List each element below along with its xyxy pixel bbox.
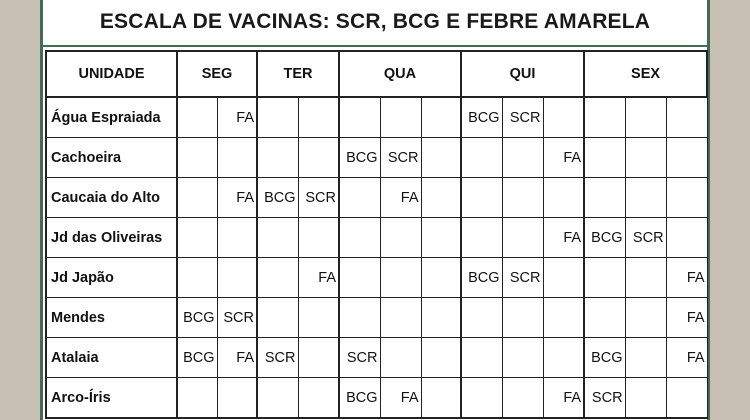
vaccine-cell: FA — [543, 378, 584, 419]
vaccine-cell: FA — [543, 138, 584, 178]
vaccine-cell — [502, 298, 543, 338]
table-row — [46, 178, 707, 218]
vaccine-cell: FA — [543, 218, 584, 258]
vaccine-cell: FA — [217, 338, 257, 378]
unit-name-cell: Mendes — [46, 298, 177, 338]
unit-name-cell: Jd das Oliveiras — [46, 218, 177, 258]
vaccine-cell — [543, 298, 584, 338]
vaccine-cell — [502, 178, 543, 218]
vaccine-cell — [461, 298, 502, 338]
vaccine-cell: FA — [380, 378, 421, 419]
vaccine-cell: FA — [666, 258, 707, 298]
vaccine-cell — [421, 258, 461, 298]
vaccine-cell — [543, 97, 584, 138]
page-title: ESCALA DE VACINAS: SCR, BCG E FEBRE AMARELA — [99, 10, 651, 33]
vaccine-cell — [625, 298, 666, 338]
vaccine-cell — [543, 338, 584, 378]
vaccine-cell — [177, 178, 217, 218]
vaccine-cell — [625, 97, 666, 138]
vaccine-cell — [502, 378, 543, 419]
vaccine-cell — [625, 378, 666, 419]
vaccine-cell — [625, 138, 666, 178]
header-day-qui: QUI — [461, 51, 584, 97]
vaccine-cell — [257, 298, 298, 338]
vaccine-cell — [298, 138, 339, 178]
vaccine-cell: BCG — [461, 258, 502, 298]
vaccine-cell — [543, 258, 584, 298]
vaccine-cell — [177, 138, 217, 178]
vaccine-cell: FA — [298, 258, 339, 298]
vaccine-cell — [502, 338, 543, 378]
vaccine-cell: BCG — [177, 338, 217, 378]
vaccine-cell — [666, 97, 707, 138]
vaccine-cell — [543, 178, 584, 218]
vaccine-cell — [339, 218, 380, 258]
vaccine-cell — [421, 178, 461, 218]
table-header-row — [46, 51, 707, 97]
vaccine-cell — [666, 178, 707, 218]
vaccine-cell — [666, 218, 707, 258]
vaccine-cell — [461, 178, 502, 218]
vaccine-cell: SCR — [502, 97, 543, 138]
vaccine-cell — [502, 138, 543, 178]
vaccine-cell — [257, 218, 298, 258]
vaccine-cell — [584, 178, 625, 218]
vaccine-cell: SCR — [257, 338, 298, 378]
table-row — [46, 378, 707, 419]
vaccine-cell — [625, 338, 666, 378]
vaccine-cell: FA — [217, 178, 257, 218]
vaccine-cell — [217, 218, 257, 258]
vaccine-cell — [461, 378, 502, 419]
header-day-seg: SEG — [177, 51, 257, 97]
vaccine-cell: FA — [666, 298, 707, 338]
table-row — [46, 298, 707, 338]
vaccine-cell — [666, 138, 707, 178]
vaccine-cell: SCR — [298, 178, 339, 218]
table-row — [46, 138, 707, 178]
unit-name-cell: Água Espraiada — [46, 97, 177, 138]
vaccine-cell — [584, 138, 625, 178]
vaccine-cell: SCR — [625, 218, 666, 258]
vaccine-cell — [339, 97, 380, 138]
vaccine-cell — [177, 218, 217, 258]
vaccine-cell: FA — [666, 338, 707, 378]
vaccine-cell — [584, 258, 625, 298]
vaccine-cell — [298, 97, 339, 138]
vaccine-cell — [217, 138, 257, 178]
table-body — [46, 97, 707, 418]
vaccine-cell: BCG — [461, 97, 502, 138]
vaccine-cell — [298, 218, 339, 258]
vaccine-cell — [461, 338, 502, 378]
vaccine-cell — [380, 338, 421, 378]
vaccine-cell — [502, 218, 543, 258]
vaccine-cell — [257, 97, 298, 138]
vaccine-cell: BCG — [177, 298, 217, 338]
vaccine-cell — [380, 218, 421, 258]
vaccine-cell — [584, 298, 625, 338]
unit-name-cell: Jd Japão — [46, 258, 177, 298]
vaccine-cell — [421, 138, 461, 178]
vaccine-cell — [666, 378, 707, 419]
vaccine-cell — [421, 338, 461, 378]
vaccine-cell — [584, 97, 625, 138]
vaccine-cell — [177, 378, 217, 419]
vaccine-cell — [257, 378, 298, 419]
vaccine-cell — [257, 138, 298, 178]
table-row — [46, 97, 707, 138]
unit-name-cell: Caucaia do Alto — [46, 178, 177, 218]
vaccine-cell — [257, 258, 298, 298]
vaccine-cell — [625, 178, 666, 218]
vaccine-cell — [380, 258, 421, 298]
title-divider — [43, 45, 707, 47]
table-row — [46, 338, 707, 378]
vaccine-cell — [625, 258, 666, 298]
vaccine-cell: FA — [380, 178, 421, 218]
vaccine-cell: BCG — [339, 138, 380, 178]
unit-name-cell: Arco-Íris — [46, 378, 177, 419]
vaccine-cell — [298, 378, 339, 419]
vaccine-cell — [421, 298, 461, 338]
vaccine-cell: BCG — [339, 378, 380, 419]
vaccine-cell: BCG — [257, 178, 298, 218]
vaccine-cell — [421, 378, 461, 419]
vaccine-cell — [380, 298, 421, 338]
header-day-ter: TER — [257, 51, 339, 97]
vaccine-cell — [339, 178, 380, 218]
vaccine-cell — [339, 298, 380, 338]
table-row — [46, 258, 707, 298]
table-row — [46, 218, 707, 258]
unit-name-cell: Cachoeira — [46, 138, 177, 178]
schedule-table — [45, 50, 708, 419]
vaccine-cell — [339, 258, 380, 298]
vaccine-cell — [217, 378, 257, 419]
vaccine-cell — [177, 258, 217, 298]
header-day-qua: QUA — [339, 51, 461, 97]
vaccine-cell: BCG — [584, 338, 625, 378]
vaccine-cell — [298, 298, 339, 338]
vaccine-cell — [380, 97, 421, 138]
vaccine-cell — [177, 97, 217, 138]
vaccine-cell: SCR — [339, 338, 380, 378]
vaccine-schedule-sheet — [40, 0, 710, 420]
unit-name-cell: Atalaia — [46, 338, 177, 378]
vaccine-cell: SCR — [502, 258, 543, 298]
vaccine-cell — [461, 138, 502, 178]
header-day-sex: SEX — [584, 51, 707, 97]
vaccine-cell: FA — [217, 97, 257, 138]
vaccine-cell — [298, 338, 339, 378]
vaccine-cell: BCG — [584, 218, 625, 258]
vaccine-cell: SCR — [217, 298, 257, 338]
vaccine-cell: SCR — [584, 378, 625, 419]
vaccine-cell — [461, 218, 502, 258]
vaccine-cell — [217, 258, 257, 298]
vaccine-cell — [421, 97, 461, 138]
header-unit: UNIDADE — [46, 51, 177, 97]
vaccine-cell — [421, 218, 461, 258]
vaccine-cell: SCR — [380, 138, 421, 178]
